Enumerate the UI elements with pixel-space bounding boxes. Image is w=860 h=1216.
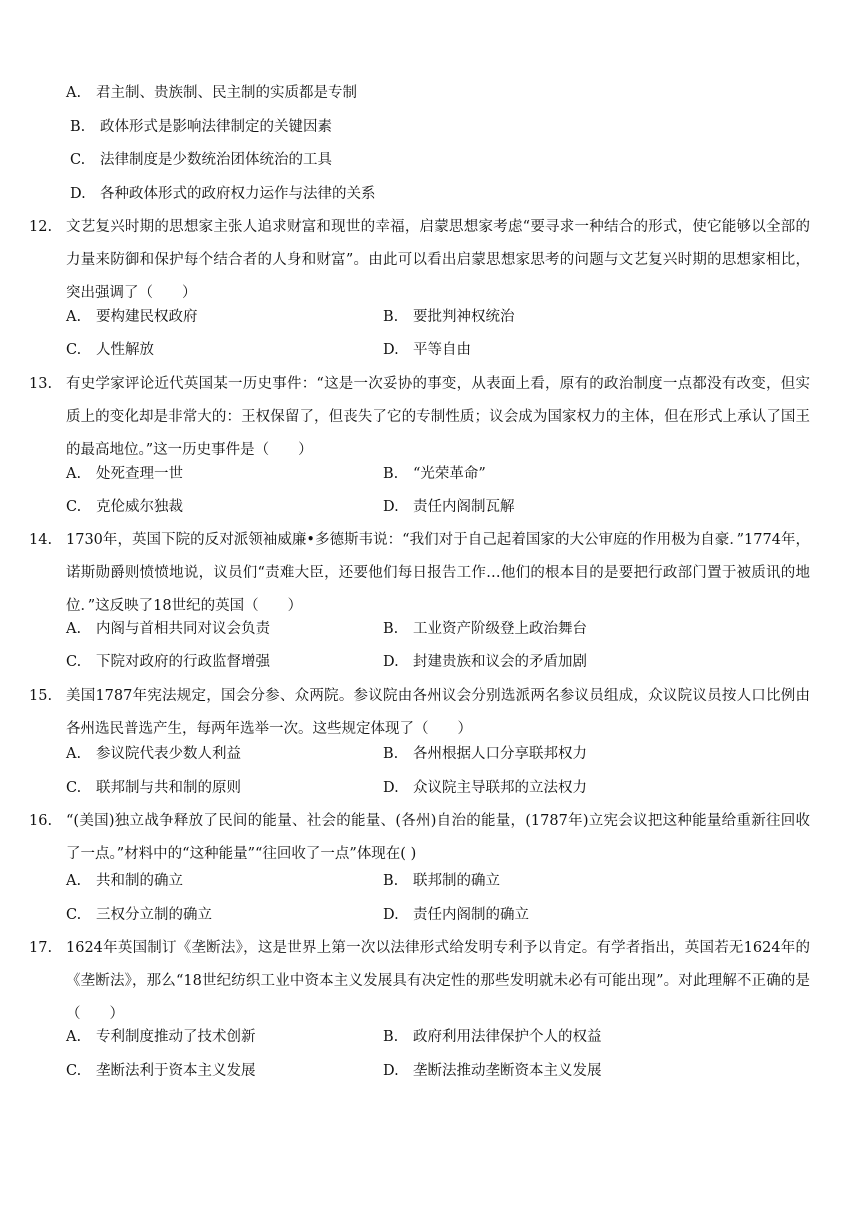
option-a: A. 专利制度推动了技术创新 <box>66 1029 256 1045</box>
option-c: C. 三权分立制的确立 <box>66 907 212 923</box>
option-c: C. 人性解放 <box>66 342 154 358</box>
question-number: 13. <box>29 376 53 392</box>
question-number: 16. <box>29 813 53 829</box>
question-number: 12. <box>29 219 53 235</box>
option-d: D. 平等自由 <box>383 342 471 358</box>
option-b: B. “光荣革命” <box>383 466 486 482</box>
option-a: A. 君主制、贵族制、民主制的实质都是专制 <box>66 85 357 101</box>
question-number: 15. <box>29 688 53 704</box>
question-number: 14. <box>29 532 53 548</box>
question-stem: 文艺复兴时期的思想家主张人追求财富和现世的幸福，启蒙思想家考虑“要寻求一种结合的形式，使它能够以全部的力量来防御和保护每个结合者的人身和财富”。由此可以看出启蒙思想家思考的问题与文艺复兴时期的思想家相比，突出强调了（ ） <box>66 219 810 301</box>
option-c: C. 联邦制与共和制的原则 <box>66 780 241 796</box>
option-c: C. 垄断法利于资本主义发展 <box>66 1063 256 1079</box>
option-d: D. 封建贵族和议会的矛盾加剧 <box>383 654 587 670</box>
option-b: B. 要批判神权统治 <box>383 309 515 325</box>
option-a: A. 参议院代表少数人利益 <box>66 746 241 762</box>
option-a: A. 要构建民权政府 <box>66 309 198 325</box>
option-b: B. 工业资产阶级登上政治舞台 <box>383 621 587 637</box>
option-d: D. 垄断法推动垄断资本主义发展 <box>383 1063 602 1079</box>
option-b: B. 联邦制的确立 <box>383 873 500 889</box>
option-b: B. 政体形式是影响法律制定的关键因素 <box>70 119 332 135</box>
question-stem: 美国1787年宪法规定，国会分参、众两院。参议院由各州议会分别选派两名参议员组成，众议院议员按人口比例由各州选民普选产生，每两年选举一次。这些规定体现了（ ） <box>66 688 810 737</box>
option-a: A. 处死查理一世 <box>66 466 183 482</box>
question-number: 17. <box>29 940 53 956</box>
option-d: D. 责任内阁制的确立 <box>383 907 529 923</box>
question-stem: “(美国)独立战争释放了民间的能量、社会的能量、(各州)自治的能量，(1787年)立宪会议把这种能量给重新往回收了一点。”材料中的“这种能量”“往回收了一点”体现在( ) <box>66 813 810 862</box>
option-c: C. 克伦威尔独裁 <box>66 499 183 515</box>
option-a: A. 共和制的确立 <box>66 873 183 889</box>
option-a: A. 内阁与首相共同对议会负责 <box>66 621 270 637</box>
question-stem: 1730年，英国下院的反对派领袖威廉•多德斯韦说：“我们对于自己起着国家的大公审庭的作用极为自豪．”1774年，诺斯勋爵则愤愤地说，议员们“责难大臣，还要他们每日报告工作…他们的根本目的是要把行政部门置于被质讯的地位．”这反映了18世纪的英国（ ） <box>66 532 810 614</box>
option-d: D. 众议院主导联邦的立法权力 <box>383 780 587 796</box>
question-stem: 有史学家评论近代英国某一历史事件：“这是一次妥协的事变，从表面上看，原有的政治制度一点都没有改变，但实质上的变化却是非常大的：王权保留了，但丧失了它的专制性质；议会成为国家权力的主体，但在形式上承认了国王的最高地位。”这一历史事件是（ ） <box>66 376 810 458</box>
option-b: B. 各州根据人口分享联邦权力 <box>383 746 587 762</box>
option-d: D. 各种政体形式的政府权力运作与法律的关系 <box>70 186 376 202</box>
option-b: B. 政府利用法律保护个人的权益 <box>383 1029 602 1045</box>
option-c: C. 法律制度是少数统治团体统治的工具 <box>70 152 332 168</box>
question-stem: 1624年英国制订《垄断法》，这是世界上第一次以法律形式给发明专利予以肯定。有学者指出，英国若无1624年的《垄断法》，那么“18世纪纺织工业中资本主义发展具有决定性的那些发明就未必有可能出现”。对此理解不正确的是（ ） <box>66 940 810 1022</box>
option-c: C. 下院对政府的行政监督增强 <box>66 654 270 670</box>
option-d: D. 责任内阁制瓦解 <box>383 499 515 515</box>
